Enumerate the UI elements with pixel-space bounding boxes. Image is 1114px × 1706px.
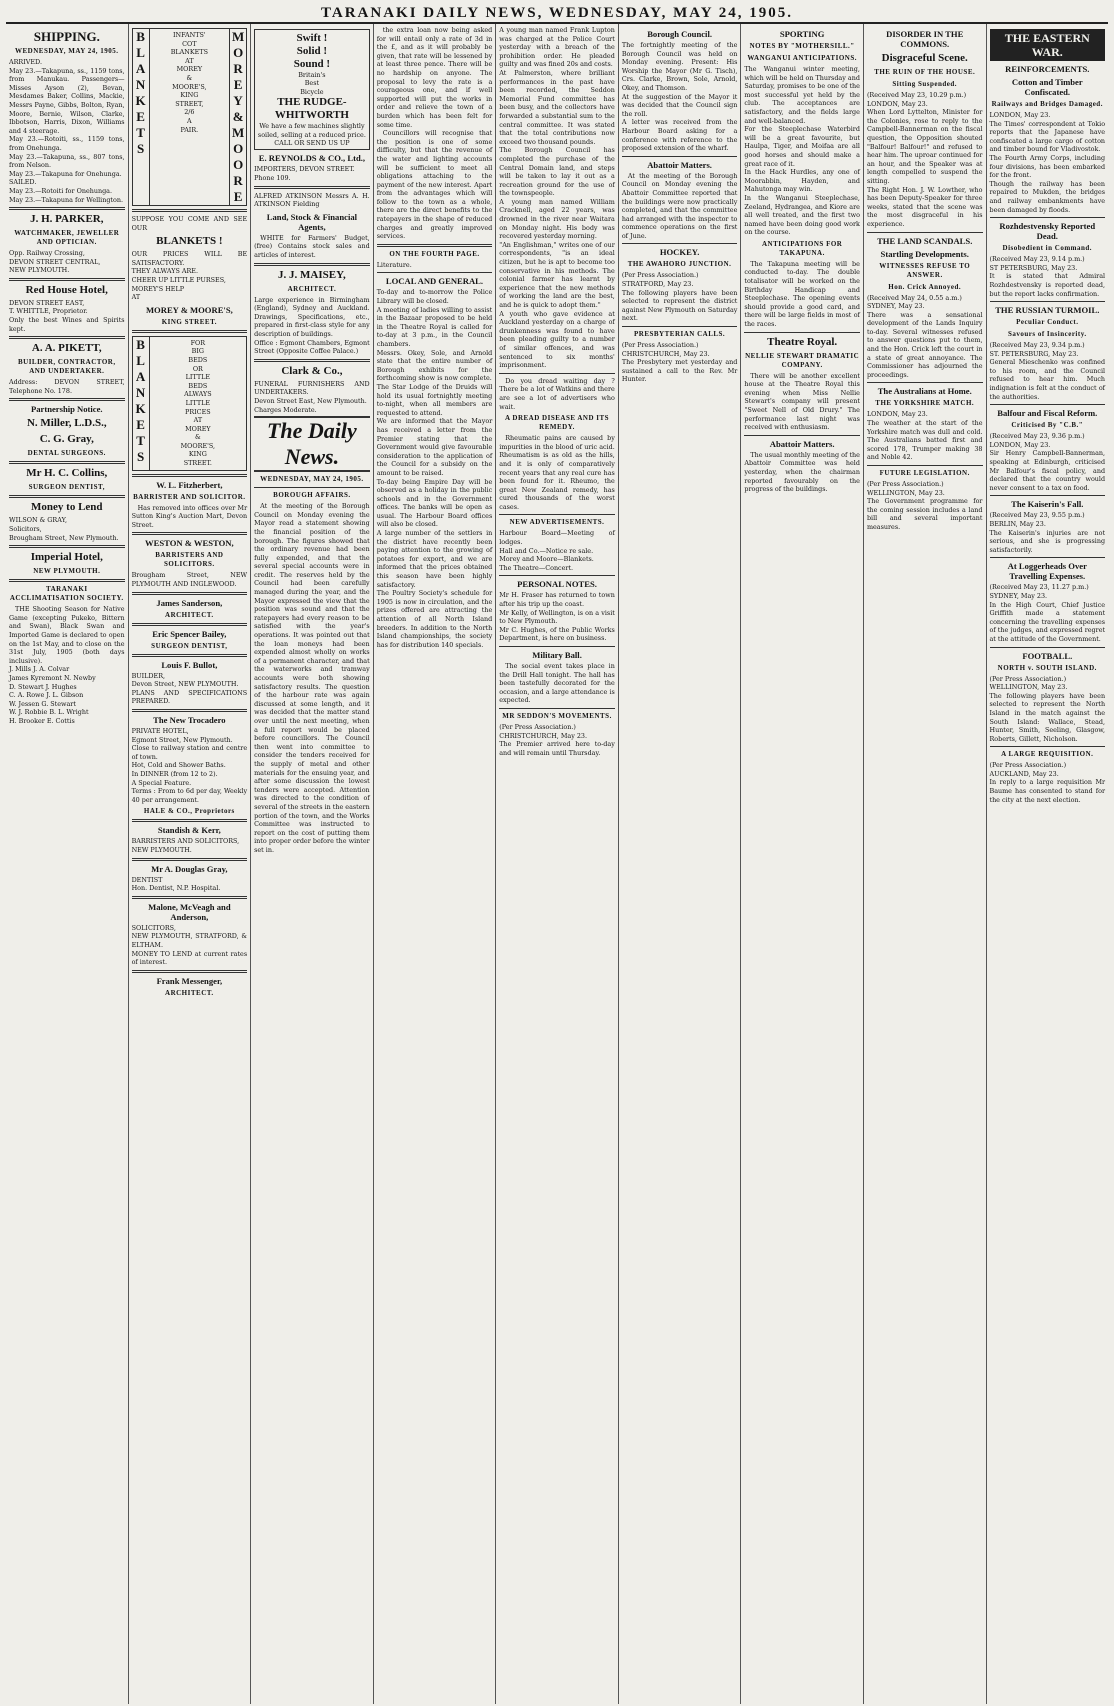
acclim-heading: TARANAKI ACCLIMATISATION SOCIETY. [9, 585, 124, 603]
borough-affairs-heading: BOROUGH AFFAIRS. [273, 491, 351, 500]
sitting-heading: Sitting Suspended. [892, 80, 958, 88]
hockey-sub: THE AWAHORO JUNCTION. [627, 260, 732, 269]
dread-heading: A DREAD DISEASE AND ITS REMEDY. [504, 414, 610, 432]
divider [9, 278, 125, 281]
divider [132, 896, 248, 899]
column-2 [128, 24, 251, 1704]
kaiserin-heading: The Kaiserin's Fall. [1011, 499, 1084, 510]
crick-heading: Hon. Crick Annoyed. [888, 282, 962, 291]
witnesses-heading: WITNESSES REFUSE TO ANSWER. [879, 261, 971, 279]
sporting-body: The Wanganui winter meeting, which will be held on Thursday and Saturday, promises to be one of the most successful yet held by the club. The acceptances are satisfactory, and the fields large and well-balanced. For the Steeplechase Waterbird will be a great favourite, but Haulpa, Tiger, and Moifaa are all good horses and should make a great race of it. In the Hack Hurdles, any one of Moorabbin, Hayden, and Mahutonga may win. In the Wanganui Steeplechase, Zeeland, Hydrangea, and Kiore are all well treated, and the first two named have been doing good work on the course. [744, 65, 860, 237]
divider [499, 514, 615, 515]
insincerity-heading: Savours of Insincerity. [1007, 330, 1087, 339]
divider [9, 495, 125, 498]
fitz-heading: W. L. Fitzherbert, [156, 479, 223, 490]
fourth-page-sub: Literature. [376, 260, 412, 269]
rudge-ad [254, 29, 370, 150]
adverts-heading: NEW ADVERTISEMENTS. [509, 518, 605, 527]
theatre-heading: Theatre Royal. [767, 335, 838, 348]
sound-text: Sound ! [293, 58, 331, 70]
divider [9, 545, 125, 548]
abattoir2-heading: Abattoir Matters. [769, 438, 835, 449]
rozhdestvensky-body: (Received May 23, 9.14 p.m.) ST PETERSBURG, May 23. It is stated that Admiral Rozhdestvensky is reported dead, but the report lacks confirmation. [989, 255, 1106, 298]
shipping-date: WEDNESDAY, MAY 24, 1905. [15, 47, 119, 55]
standish-heading: Standish & Kerr, [157, 825, 221, 836]
editorial-cont-2: Councillors will recognise that the position is one of some difficulty, but that the revenue of the water and lighting accounts will be sufficient to meet all obligations attaching to the payment of the new interest. Apart from the advantages which will follow to the town as a whole, there are the direct benefits to the ratepayers in the shape of reduced charges and greatly improved services. [376, 129, 493, 241]
balfour-heading: Balfour and Fiscal Reform. [997, 408, 1098, 419]
solid-text: Solid ! [296, 45, 328, 57]
column-6 [618, 24, 741, 1704]
divider [990, 217, 1106, 218]
collins-heading: Mr H. C. Collins, [26, 467, 108, 480]
gray2-heading: Mr A. Douglas Gray, [151, 863, 228, 874]
military-body: The social event takes place in the Drill Hall tonight. The hall has been tastefully decorated for the occasion, and a large attendance is expected. [499, 662, 615, 705]
divider [9, 398, 125, 401]
imperial-heading: Imperial Hotel, [30, 551, 103, 564]
editorial-date: WEDNESDAY, MAY 24, 1905. [260, 475, 364, 484]
local-general-heading: LOCAL AND GENERAL. [385, 276, 484, 287]
divider [990, 746, 1106, 747]
reinforcements-heading: REINFORCEMENTS. [1005, 64, 1090, 74]
column-9 [986, 24, 1109, 1704]
names-list: J. Mills J. A. Colvar James Kyremont N. Newby D. Stewart J. Hughes C. A. Rowe J. L. Gibson W. Jessen G. Stewart W. J. Robbie B. L. Wright H. Brooker E. Cottis [9, 665, 96, 725]
standish-sub: BARRISTERS AND SOLICITORS, NEW PLYMOUTH. [131, 837, 240, 854]
local-cont-body: A young man named Frank Lupton was charged at the Police Court yesterday with a breach of the prohibition order. He pleaded guilty and was fined 20s and costs. At Palmerston, where brilliant performances in the past have been recorded, the Seddon Memorial Fund committee has been busy, and the collectors have forwarded a substantial sum to the central committee. It was stated that the total contributions now exceed two thousand pounds. The Borough Council has completed the purchase of the Central Domain land, and steps will be taken to lay it out as a recreation ground for the use of the townspeople. A young man named William Cracknell, aged 22 years, was drowned in the river near Waitara on Monday night. His body was recovered yesterday morning. "An Englishman," writes one of our correspondents, "is an ideal citizen, but he is apt to become too conservative in his methods. The colonial farmer has learnt by experience that the new methods of working the land are the best, and he is quick to adopt them." A youth who gave evidence at Auckland yesterday on a charge of drunkenness was found to have been pleading guilty to a number of similar offences, and was sentenced to six months' imprisonment. [499, 26, 615, 370]
divider [9, 336, 125, 339]
eastern-body: LONDON, May 23. The Times' correspondent at Tokio reports that the Japanese have confiscated a large cargo of cotton and timber bound for Vladivostok. The Fourth Army Corps, including four divisions, has been embarked for the front. Though the railway has been repaired to Mukden, the bridges and railway embankments have been damaged by floods. [989, 111, 1106, 214]
railways-heading: Railways and Bridges Damaged. [991, 100, 1103, 108]
divider [499, 708, 615, 709]
shipping-heading: SHIPPING. [33, 29, 100, 44]
divider [132, 330, 248, 333]
rudge-heading: THE RUDGE-WHITWORTH [274, 96, 349, 122]
ruin-heading: THE RUIN OF THE HOUSE. [874, 68, 976, 76]
columns [6, 24, 1108, 1704]
collins-sub: SURGEON DENTIST, [28, 483, 105, 492]
abattoir-heading: Abattoir Matters. [647, 159, 712, 170]
divider [254, 487, 370, 488]
football-heading: FOOTBALL. [1022, 650, 1073, 661]
bailey-heading: Eric Spencer Bailey, [152, 628, 227, 639]
takapuna-body: The Takapuna meeting will be conducted to-day. The double totalisator will be worked on the Birthday Handicap and Steeplechase. The opening events should provide a good card, and there will be large fields in most of the races. [744, 259, 860, 329]
blankets-letters: B L A N K E T S [133, 29, 150, 205]
requisition-body: (Per Press Association.) AUCKLAND, May 23. In reply to a large requisition Mr Baume has consented to stand for the city at the next election. [989, 761, 1106, 804]
disorder-heading: DISORDER IN THE COMMONS. [886, 29, 964, 49]
daily-news-logo: The Daily News. [254, 416, 370, 472]
gray-heading: C. G. Gray, [39, 433, 94, 446]
sanderson-heading: James Sanderson, [156, 597, 223, 608]
parker-text: Opp. Railway Crossing, DEVON STREET CENTRAL, NEW PLYMOUTH. [9, 249, 101, 275]
red-house-sub: DEVON STREET EAST, T. WHITTLE, Proprietor. [9, 298, 88, 316]
divider [990, 495, 1106, 496]
australians-body: LONDON, May 23. The weather at the start of the Yorkshire match was dull and cold. The Australians batted first and scored 178, Trumper making 38 and Noble 42. [866, 410, 983, 462]
football-body: (Per Press Association.) WELLINGTON, May 23. The following players have been selected to represent the North Island in the match against the South Island: Wallace, Stead, Hunter, Smith, Seeling, Glasgow, Roberts, Gillett, Nicholson. [989, 674, 1106, 743]
suppose-text: SUPPOSE YOU COME AND SEE OUR [131, 215, 248, 232]
disorder-body: (Received May 23, 10.29 p.m.) LONDON, May 23. When Lord Lyttelton, Minister for the Colonies, rose to reply to the Campbell-Bannerman on the fiscal question, the Opposition shouted "Balfour! Balfour!" and refused to hear him. The uproar continued for an hour, and the Speaker was at length compelled to suspend the sitting. The Right Hon. J. W. Lowther, who has been Deputy-Speaker for three weeks, stated that the scene was the most disgraceful in his experience. [866, 91, 983, 228]
land-body: (Received May 24, 0.55 a.m.) SYDNEY, May 23. There was a sensational development of the Lands Inquiry to-day. Several witnesses refused to answer questions put to them, and the Hon. Crick left the court in a state of great annoyance. The Commissioner has adjourned the proceedings. [866, 293, 983, 379]
dread-body: Rheumatic pains are caused by impurities in the blood of uric acid. Rheumatism is as old as the hills, and it is only of comparatively recent years that any real cure has been found for it. Rheumo, the great New Zealand remedy, has cured thousands of the worst cases. [499, 434, 615, 511]
sporting-heading: SPORTING [779, 29, 825, 39]
shipping-text: ARRIVED. May 23.—Takapuna, ss., 1159 tons, from Manukau. Passengers—Misses Ayson (2), Bevan, Mesdames Baker, Collins, Mackie, Messrs Payne, Gibbs, Bolton, Ryan, Moore, Bernie, Wilson, Clarke, Ibbotson, Harris, Dixon, Williams and 4 steerage. May 23.—Rotoiti, ss., 1159 tons, from Onehunga. May 23.—Takapuna, ss., 807 tons, from Nelson. May 23.—Takapuna for Onehunga. SAILED. May 23.—Rotoiti for Onehunga. May 23.—Takapuna for Wellington. [9, 58, 125, 204]
pikett-heading: A. A. PIKETT, [31, 342, 102, 355]
trocadero-sub: PRIVATE HOTEL, Egmont Street, New Plymouth. Close to railway station and centre of town. [131, 727, 248, 761]
divider [132, 592, 248, 595]
fourth-page-heading: ON THE FOURTH PAGE. [389, 249, 480, 258]
russian-heading: THE RUSSIAN TURMOIL. [995, 305, 1100, 316]
partnership-heading: Partnership Notice. [30, 404, 103, 415]
theatre-sub: NELLIE STEWART DRAMATIC COMPANY. [745, 351, 860, 369]
loggerheads-heading: At Loggerheads Over Travelling Expenses. [1007, 561, 1087, 582]
personal-heading: PERSONAL NOTES. [517, 579, 597, 590]
red-house-heading: Red House Hotel, [25, 283, 108, 296]
divider [867, 232, 983, 233]
clark-heading: Clark & Co., [281, 364, 343, 377]
column-5 [495, 24, 618, 1704]
eastern-war-heading: THE EASTERN WAR. [990, 29, 1106, 61]
divider [132, 654, 248, 657]
loggerheads-body: (Received May 23, 11.27 p.m.) SYDNEY, May 23. In the High Court, Chief Justice Griffith made a statement concerning the travelling expenses of the judges, and expressed regret at the attitude of the Government. [989, 583, 1106, 643]
rozhdestvensky-heading: Rozhdestvensky Reported Dead. [999, 221, 1096, 242]
blankets-ad-2 [132, 336, 248, 471]
adverts-body: Harbour Board—Meeting of lodges. Hall and Co.—Notice re sale. Morey and Moore—Blankets. The Theatre—Concert. [499, 529, 615, 572]
acclim-text: THE Shooting Season for Native Game (excepting Pukeko, Bittern and Swan), Black Swan and Imported Game is declared to open on the 1st May, and to close on the 31st July, 1905 (both days inclusive). [9, 605, 125, 665]
divider [377, 244, 493, 247]
requisition-heading: A LARGE REQUISITION. [1001, 750, 1094, 759]
cotton-heading: Cotton and Timber Confiscated. [1011, 77, 1083, 97]
weston-text: Brougham Street, NEW PLYMOUTH AND INGLEWOOD. [131, 571, 248, 589]
fitz-text: Has removed into offices over Mr Sutton King's Auction Mart, Devon Street. [131, 503, 248, 529]
disobedient-heading: Disobedient in Command. [1002, 244, 1093, 253]
divider [622, 156, 738, 157]
weston-heading: WESTON & WESTON, [145, 538, 234, 549]
takapuna-heading: ANTICIPATIONS FOR TAKAPUNA. [761, 239, 843, 257]
column-1 [6, 24, 128, 1704]
divider [867, 465, 983, 466]
clark-sub: FUNERAL FURNISHERS AND UNDERTAKERS. Devon Street East, New Plymouth. Charges Moderate. [254, 379, 370, 414]
bailey-sub: SURGEON DENTIST, [151, 641, 228, 650]
divider [132, 858, 248, 861]
hockey-body: (Per Press Association.) STRATFORD, May 23. The following players have been selected to represent the district against New Plymouth on Saturday next. [621, 271, 738, 323]
hockey-heading: HOCKEY. [659, 247, 700, 258]
red-house-text: Only the best Wines and Spirits kept. [9, 316, 125, 333]
divider [132, 623, 248, 626]
trocadero-text: Hot, Cold and Shower Baths. In DINNER (from 12 to 2). A Special Feature. Terms : From to 6d per day, Weekly 40 per arrangement. [131, 761, 248, 804]
maisey-sub: ARCHITECT. [287, 284, 337, 293]
military-heading: Military Ball. [532, 650, 582, 660]
bullot-sub: BUILDER, Devon Street, NEW PLYMOUTH. PLANS AND SPECIFICATIONS PREPARED. [131, 671, 248, 706]
football-sub: NORTH v. SOUTH ISLAND. [997, 663, 1097, 672]
balfour-body: (Received May 23, 9.36 p.m.) LONDON, May 23. Sir Henry Campbell-Bannerman, speaking at Edinburgh, criticised Mr Balfour's fiscal policy, and declared that the country would never consent to a tax on food. [989, 432, 1106, 492]
maisey-text: Large experience in Birmingham (England), Sydney and Auckland. Drawings, Specifications, etc., prepared in first-class style for any description of buildings. Office : Egmont Chambers, Egmont Street (Opposite Coffee Palace.) [254, 295, 370, 356]
column-3 [250, 24, 373, 1704]
divider [132, 209, 248, 212]
startling-heading: Startling Developments. [880, 248, 969, 259]
parker-heading: J. H. PARKER, [30, 213, 104, 226]
seddon-heading: MR SEDDON'S MOVEMENTS. [502, 711, 612, 720]
blankets-letters-2: B L A N K E T S [133, 337, 150, 470]
blankets-mid: INFANTS' COT BLANKETS AT MOREY & MOORE'S, KING STREET, 2/6 A PAIR. [170, 31, 208, 134]
reynolds-sub: IMPORTERS, DEVON STREET. Phone 109. [254, 165, 355, 183]
divider [132, 819, 248, 822]
weston-sub: BARRISTERS AND SOLICITORS. [155, 551, 224, 569]
miller-heading: N. Miller, L.D.S., [26, 417, 107, 430]
presbyterian-heading: PRESBYTERIAN CALLS. [634, 330, 726, 339]
divider [990, 557, 1106, 558]
atkinson-text: ALFRED ATKINSON Messrs A. H. ATKINSON Fielding [254, 191, 370, 209]
divider [9, 461, 125, 464]
divider [377, 272, 493, 273]
trocadero-heading: The New Trocadero [153, 715, 226, 725]
money-sub: WILSON & GRAY, Solicitors, Brougham Street, New Plymouth. [9, 516, 119, 542]
britain-text: Britain's Best Bicycle [298, 71, 326, 96]
land-heading: Land, Stock & Financial Agents, [266, 211, 358, 232]
divider [132, 532, 248, 535]
fitz-sub: BARRISTER AND SOLICITOR. [133, 492, 246, 501]
parker-sub: WATCHMAKER, JEWELLER AND OPTICIAN. [14, 229, 120, 247]
divider [744, 435, 860, 436]
divider [622, 243, 738, 244]
divider [254, 263, 370, 266]
divider [990, 647, 1106, 648]
kaiserin-body: (Received May 23, 9.55 p.m.) BERLIN, May 23. The Kaiserin's injuries are not serious, and she is progressing satisfactorily. [989, 511, 1106, 554]
borough-council-heading: Borough Council. [647, 29, 712, 39]
land-text: WHITE for Farmers' Budget, (free) Contains stock sales and articles of interest. [254, 233, 370, 259]
blankets-mid-2: FOR BIG BEDS OR LITTLE BEDS ALWAYS LITTLE PRICES AT MOREY & MOORE'S, KING STREET. [180, 338, 216, 468]
australians-heading: The Australians at Home. [877, 386, 972, 397]
column-8 [863, 24, 986, 1704]
divider [499, 646, 615, 647]
disgraceful-heading: Disgraceful Scene. [881, 52, 968, 64]
divider [132, 709, 248, 712]
future-heading: FUTURE LEGISLATION. [879, 469, 970, 477]
imperial-sub: NEW PLYMOUTH. [33, 567, 101, 576]
gray2-sub: DENTIST Hon. Dentist, N.P. Hospital. [131, 875, 221, 893]
morey-letters: M O R E Y & M O O R E [229, 29, 246, 205]
reynolds-heading: E. REYNOLDS & CO., Ltd., [258, 153, 366, 164]
rudge-text: We have a few machines slightly soiled, selling at a reduced price. CALL OR SEND US UP [257, 122, 366, 148]
king-street: KING STREET. [161, 317, 217, 326]
pikett-text: Address: DEVON STREET, Telephone No. 178. [9, 378, 125, 395]
theatre-body: There will be another excellent house at the Theatre Royal this evening when Miss Nellie Stewart's company will present "Sweet Nell of Old Drury." The performance last night was received with enthusiasm. [744, 371, 860, 432]
wait-text: Do you dread waiting day ? There be a lot of Watkins and there are see a lot of advertisers who wait. [499, 376, 615, 411]
messenger-sub: ARCHITECT. [165, 988, 214, 997]
masthead: TARANAKI DAILY NEWS, WEDNESDAY, MAY 24, 1905. [6, 4, 1108, 24]
blankets-text: OUR PRICES WILL BE SATISFACTORY. THEY ALWAYS ARE. [131, 250, 248, 276]
divider [744, 332, 860, 333]
russian-body: (Received May 23, 9.34 p.m.) ST. PETERSBURG, May 23. General Mieschenko was confined to his room, and the Council refused to hear him. Much indignation is felt at the conduct of the authorities. [989, 341, 1106, 401]
malone-heading: Malone, McVeagh and Anderson, [148, 901, 231, 922]
divider [254, 186, 370, 189]
column-7 [740, 24, 863, 1704]
gray-sub: DENTAL SURGEONS. [27, 449, 106, 458]
divider [622, 326, 738, 327]
editorial-body: At the meeting of the Borough Council on Monday evening the Mayor read a statement showing the financial position of the borough. The figures showed that the ordinary revenue had been fully expended, and that the several special accounts were in credit. The reserves held by the Council had been carefully managed during the year, and the Mayor expressed the view that the position was sound and that the ratepayers had every reason to be satisfied with the year's operations. It was pointed out that the loan moneys had been expended almost wholly on works of a permanent character, and that the waterworks and tramway accounts were both showing satisfactory results. The question of the harbour rate was again discussed at some length, and it was decided that the matter stand over until the next meeting, when a full report would be placed before councillors. The Council then went into committee to consider the tenders received for the supply of metal and other materials for the ensuing year, and after some discussion the lowest tenders were accepted. Attention was directed to the condition of several of the streets in the eastern portion of the town, and the Works Committee was instructed to report on the cost of putting them into proper order before the winter set in. [254, 502, 370, 854]
money-heading: Money to Lend [31, 501, 103, 514]
editorial-cont-1: the extra loan now being asked for will entail only a rate of 3d in the £, and as it will probably be given, that rate will be lessened by at least three pence. There will be no hardship on anyone. The proposal to levy the rate is a courageous one, and if well supported will put the works in order and relieve the town of a burden which has been felt for some time. [376, 26, 493, 129]
divider [132, 474, 248, 477]
divider [499, 575, 615, 576]
divider [254, 359, 370, 362]
blankets-ad [132, 28, 248, 206]
divider [499, 373, 615, 374]
yorkshire-heading: THE YORKSHIRE MATCH. [875, 399, 975, 408]
abattoir2-body: The usual monthly meeting of the Abattoir Committee was held yesterday, when the chairman reported favourably on the progress of the buildings. [744, 450, 860, 494]
sanderson-sub: ARCHITECT. [165, 610, 214, 619]
divider [9, 207, 125, 210]
peculiar-heading: Peculiar Conduct. [1016, 318, 1079, 327]
local-general-body: To-day and to-morrow the Police Library will be closed. A meeting of ladies willing to assist in the Bazaar proposed to be held in the Theatre Royal is called for to-day at 3 p.m., in the Council chambers. Messrs. Okey, Sole, and Arnold state that the entire number of Borough exhibits for the forthcoming show is now complete. The Star Lodge of the Druids will hold its usual fortnightly meeting to-night, when all members are requested to attend. We are informed that the Mayor has received a letter from the Premier stating that the Government would give favourable consideration to the application of the Council for a subsidy on the amount to be raised. To-day being Empire Day will be observed as a holiday in the public schools and in the Government offices. The banks will be open as usual. The Harbour Board offices will also be closed. A large number of the settlers in the district have recently been paying attention to the growing of potatoes for export, and we are informed that the prices obtained this season have been highly satisfactory. The Poultry Society's schedule for 1905 is now in circulation, and the prizes offered are attracting the attention of all North Island breeders. In addition to the North Island championships, the society has for distribution 140 specials. [376, 288, 493, 649]
seddon-body: (Per Press Association.) CHRISTCHURCH, May 23. The Premier arrived here to-day and will remain until Thursday. [499, 722, 615, 757]
messenger-heading: Frank Messenger, [156, 975, 223, 986]
future-body: (Per Press Association.) WELLINGTON, May 23. The Government programme for the coming session includes a land bill and several important measures. [866, 480, 983, 531]
presbyterian-body: (Per Press Association.) CHRISTCHURCH, May 23. The Presbytery met yesterday and sustained a call to the Rev. Mr Hunter. [621, 341, 738, 384]
pikett-sub: BUILDER, CONTRACTOR, AND UNDERTAKER. [17, 358, 116, 376]
morey-heading: MOREY & MOORE'S, [145, 304, 233, 315]
borough-council-body: The fortnightly meeting of the Borough Council was held on Monday evening. Present: His Worship the Mayor (Mr G. Tisch), Crs. Clarke, Brown, Sole, Arnold, Okey, and Thomson. At the suggestion of the Mayor it was decided that the Council sign the roll. A letter was received from the Harbour Board asking for a conference with reference to the proposed extension of the wharf. [621, 41, 738, 153]
swift-text: Swift ! [296, 32, 328, 44]
criticised-heading: Criticised By "C.B." [1011, 421, 1084, 430]
personal-body: Mr H. Fraser has returned to town after his trip up the coast. Mr Kelly, of Wellington, is on a visit to New Plymouth. Mr C. Hughes, of the Public Works Department, is here on business. [499, 591, 615, 643]
divider [990, 301, 1106, 302]
hale-heading: HALE & CO., Proprietors [143, 807, 235, 816]
wanganui-heading: WANGANUI ANTICIPATIONS. [747, 54, 857, 62]
land-scandals-heading: THE LAND SCANDALS. [877, 235, 973, 246]
divider [9, 579, 125, 582]
cheer-text: CHEER UP LITTLE PURSES, MOREY'S HELP AT [131, 275, 226, 302]
bullot-heading: Louis F. Bullot, [161, 659, 218, 670]
divider [132, 970, 248, 973]
column-4 [373, 24, 496, 1704]
blankets-heading: BLANKETS ! [156, 235, 223, 248]
abattoir-body: At the meeting of the Borough Council on Monday evening the Abattoir Committee reported that the buildings were now practically completed, and that the committee had arranged with the inspector to commence operations on the first of June. [621, 171, 738, 240]
malone-sub: SOLICITORS, NEW PLYMOUTH, STRATFORD, & ELTHAM. MONEY TO LEND at current rates of interest. [131, 923, 248, 967]
divider [867, 382, 983, 383]
sporting-sub: NOTES BY "MOTHERSILL." [749, 42, 855, 50]
divider [990, 404, 1106, 405]
maisey-heading: J. J. MAISEY, [278, 268, 346, 281]
